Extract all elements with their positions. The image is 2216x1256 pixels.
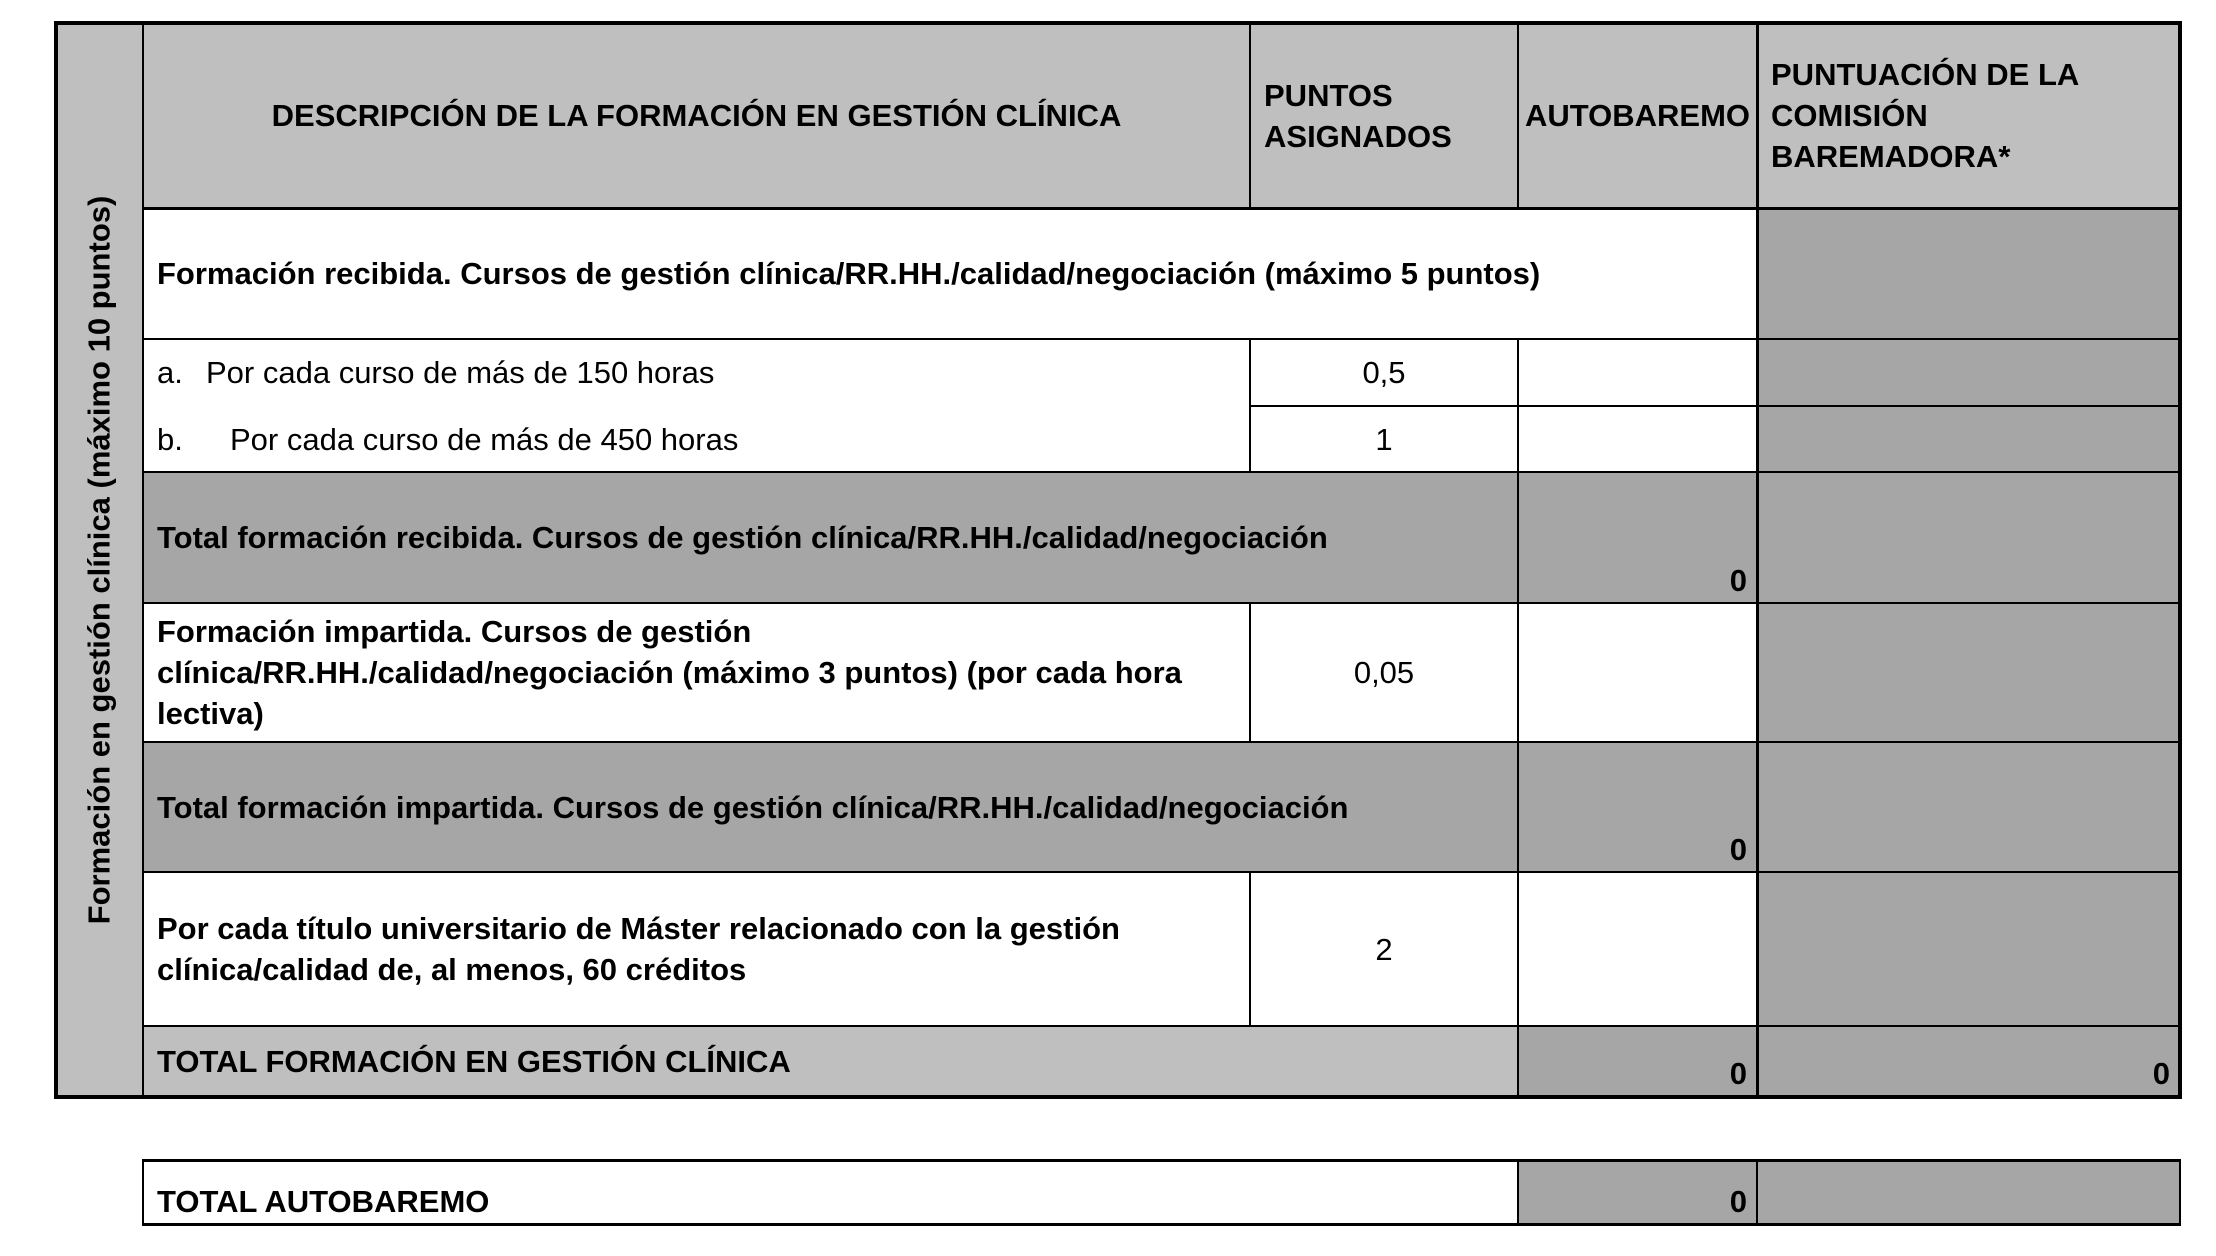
grand-total-self-value: 0 <box>1729 1056 1747 1091</box>
received-item-b-label: Por cada curso de más de 450 horas <box>230 421 739 457</box>
line-right <box>2178 21 2182 1099</box>
autobaremo-line-mid <box>1517 1159 1519 1226</box>
autobaremo-line-bottom <box>142 1223 2181 1226</box>
line-received-items-bottom <box>143 471 2180 473</box>
line-taught-total-bottom <box>143 871 2180 873</box>
line-self-divider-header <box>1517 23 1519 208</box>
line-bottom <box>55 1095 2180 1099</box>
taught-points: 0,05 <box>1353 655 1415 690</box>
taught-total-label: Total formación impartida. Cursos de gestión clínica/RR.HH./calidad/negociación <box>157 789 1349 825</box>
autobaremo-total-label: TOTAL AUTOBAREMO <box>157 1184 490 1219</box>
side-label-text: Formación en gestión clínica (máximo 10 puntos) <box>81 195 117 924</box>
line-desc-divider-header <box>1249 23 1251 208</box>
received-item-b <box>143 406 1250 472</box>
line-item-a-bottom <box>1250 405 2180 407</box>
line-taught-bottom <box>143 741 2180 743</box>
line-desc-divider-taught <box>1249 603 1251 742</box>
received-title: Formación recibida. Cursos de gestión clínica/RR.HH./calidad/negociación (máximo 5 puntos) <box>157 256 1541 291</box>
line-top <box>55 21 2180 25</box>
received-item-a-self-input[interactable] <box>1518 339 1757 406</box>
master-points: 2 <box>1375 931 1393 967</box>
taught-self-input[interactable] <box>1518 603 1757 742</box>
line-self-divider-body <box>1517 339 1519 1096</box>
header-self-assessment: AUTOBAREMO <box>1524 98 1751 133</box>
header-description: DESCRIPCIÓN DE LA FORMACIÓN EN GESTIÓN CLÍNICA <box>271 98 1122 133</box>
received-item-b-self-input[interactable] <box>1518 406 1757 472</box>
received-item-b-marker: b. <box>157 421 183 457</box>
header-points-assigned: PUNTOS ASIGNADOS <box>1264 77 1452 154</box>
line-received-title-bottom <box>143 338 2180 340</box>
received-item-a <box>143 339 1250 406</box>
taught-title: Formación impartida. Cursos de gestión clínica/RR.HH./calidad/negociación (máximo 3 puntos) (por cada hora lectiva) <box>157 614 1182 731</box>
autobaremo-line-top <box>142 1159 2181 1162</box>
line-side-divider <box>142 23 144 1096</box>
autobaremo-total-value: 0 <box>1729 1184 1747 1219</box>
header-committee-score: PUNTUACIÓN DE LA COMISIÓN BAREMADORA* <box>1771 57 2079 174</box>
received-total-value: 0 <box>1729 563 1747 598</box>
master-title: Por cada título universitario de Máster relacionado con la gestión clínica/calidad de, al menos, 60 créditos <box>157 911 1120 987</box>
line-committee-divider <box>1756 23 1759 1096</box>
grand-total-label: TOTAL FORMACIÓN EN GESTIÓN CLÍNICA <box>157 1043 791 1079</box>
line-received-total-bottom <box>143 602 2180 604</box>
line-left <box>54 21 58 1099</box>
master-self-input[interactable] <box>1518 872 1757 1026</box>
received-item-a-label: Por cada curso de más de 150 horas <box>206 355 715 390</box>
line-master-bottom <box>143 1025 2180 1027</box>
autobaremo-line-left <box>142 1159 144 1226</box>
line-header-bottom <box>143 207 2180 210</box>
autobaremo-line-right <box>2179 1159 2181 1226</box>
committee-column-fill <box>1757 208 2180 1026</box>
autobaremo-line-committee <box>1756 1159 1758 1226</box>
taught-total-value: 0 <box>1729 832 1747 867</box>
received-item-a-points: 0,5 <box>1362 355 1406 390</box>
line-desc-divider-master <box>1249 872 1251 1026</box>
side-label <box>55 23 143 1096</box>
received-item-b-points: 1 <box>1375 421 1393 457</box>
received-item-a-marker: a. <box>157 355 183 390</box>
received-total-label: Total formación recibida. Cursos de gestión clínica/RR.HH./calidad/negociación <box>157 520 1328 555</box>
line-desc-divider-items <box>1249 339 1251 472</box>
grand-total-committee-value: 0 <box>2152 1056 2170 1091</box>
